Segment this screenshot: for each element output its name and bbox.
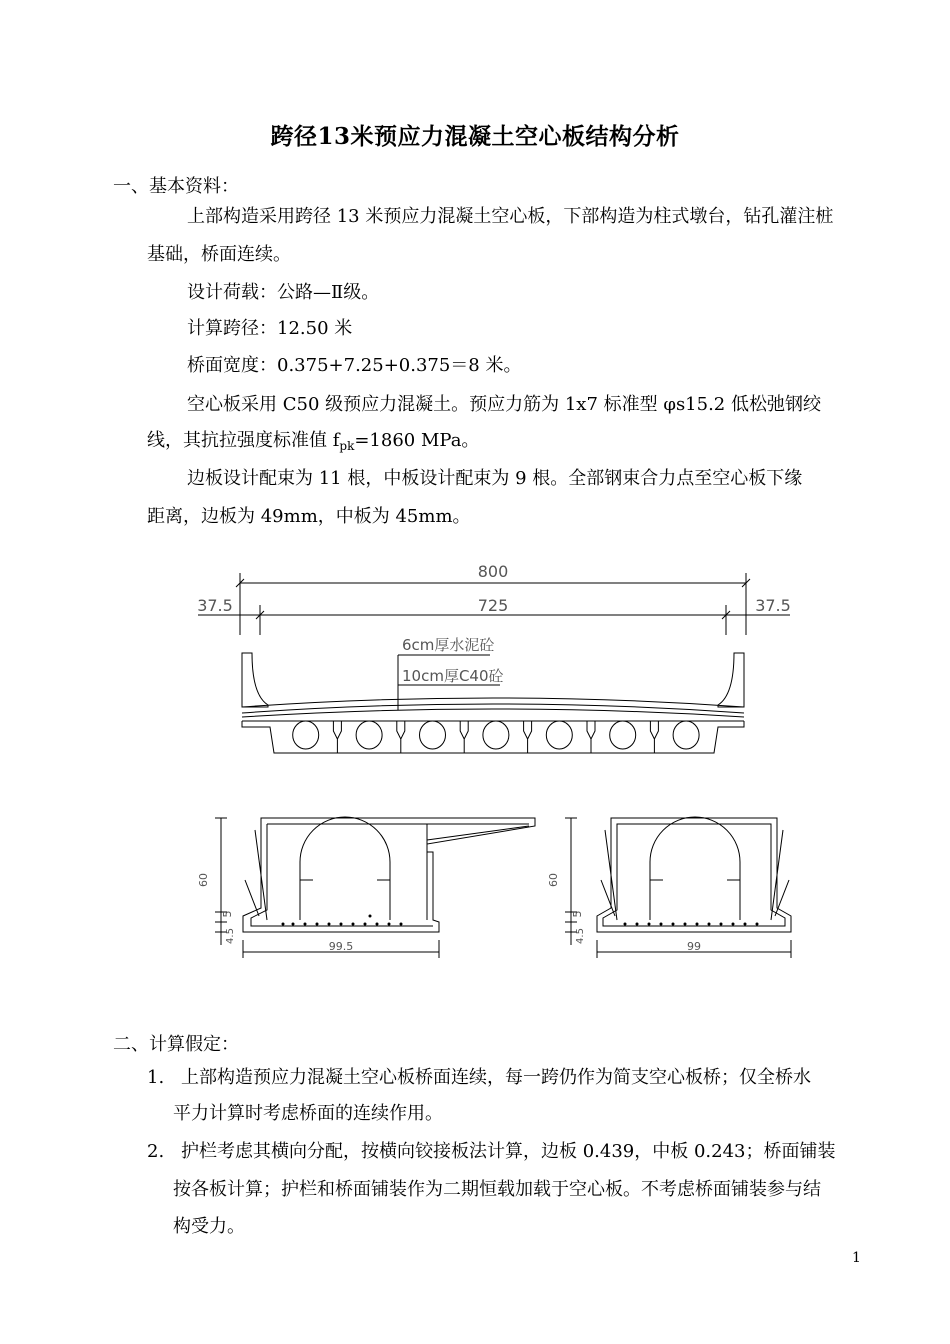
list-item-number: 1. [147, 1067, 165, 1088]
slab-void [483, 721, 509, 749]
paragraph-text: 空心板采用 C50 级预应力混凝土。预应力筋为 1x7 标准型 φs15.2 低松弛钢绞 [187, 394, 821, 415]
dim-small-label: 5 [221, 910, 234, 918]
paragraph-text: 距离，边板为 49mm，中板为 45mm。 [147, 506, 471, 527]
slab-joint [587, 721, 595, 753]
subscript-text: pk [339, 439, 355, 453]
list-item-text: 平力计算时考虑桥面的连续作用。 [173, 1103, 443, 1124]
span-text: 计算跨径：12.50 米 [187, 318, 353, 339]
slab-void [356, 721, 382, 749]
list-item-text: 构受力。 [173, 1216, 245, 1237]
dim-left-label: 37.5 [197, 596, 233, 615]
dim-height-label: 60 [547, 873, 560, 887]
slab-joint [333, 721, 341, 753]
dim-total-label: 800 [477, 562, 509, 581]
slab-joint [524, 721, 532, 753]
design-load-text: 设计荷载：公路—Ⅱ级。 [187, 282, 380, 303]
slab-void [673, 721, 699, 749]
bridge-cross-section-figure [190, 555, 800, 765]
paragraph-text: 边板设计配束为 11 根，中板设计配束为 9 根。全部钢束合力点至空心板下缘 [187, 468, 803, 489]
paragraph-text [147, 432, 479, 455]
list-item-text: 护栏考虑其横向分配，按横向铰接板法计算，边板 0.439，中板 0.243；桥面铺装 [181, 1141, 836, 1162]
dim-mid-label: 725 [477, 596, 509, 615]
dim-bottom-label: 4.5 [225, 928, 236, 944]
slab-void [610, 721, 636, 749]
slab-joint [397, 721, 405, 753]
slab-joint [460, 721, 468, 753]
slab-void [546, 721, 572, 749]
paragraph-text: 基础，桥面连续。 [147, 244, 291, 265]
paragraph-text: =1860 MPa。 [354, 430, 480, 451]
page-number: 1 [852, 1250, 861, 1266]
section1-heading: 一、基本资料： [113, 176, 239, 197]
slab-joint [650, 721, 658, 753]
dim-small-label: 5 [571, 910, 584, 918]
dim-width-label: 99 [687, 940, 701, 953]
edge-slab-section-figure [195, 810, 545, 970]
dim-bottom-label: 4.5 [575, 928, 586, 944]
dim-right-label: 37.5 [755, 596, 791, 615]
paragraph-text: 上部构造采用跨径 13 米预应力混凝土空心板，下部构造为柱式墩台，钻孔灌注桩 [187, 206, 834, 227]
slab-void [420, 721, 446, 749]
middle-slab-section-figure [545, 810, 805, 970]
dim-width-label: 99.5 [328, 940, 354, 953]
section2-heading: 二、计算假定： [113, 1034, 239, 1055]
paragraph-text: 线，其抗拉强度标准值 f [147, 430, 340, 451]
dim-height-label: 60 [197, 873, 210, 887]
list-item-text: 按各板计算；护栏和桥面铺装作为二期恒载加载于空心板。不考虑桥面铺装参与结 [173, 1179, 821, 1200]
page-title: 跨径13米预应力混凝土空心板结构分析 [270, 123, 680, 150]
deck-width-text: 桥面宽度：0.375+7.25+0.375＝8 米。 [187, 355, 522, 376]
hollow-slab-units [293, 721, 699, 753]
list-item-number: 2. [147, 1141, 165, 1162]
layer2-label: 10cm厚C40砼 [402, 667, 504, 685]
layer1-label: 6cm厚水泥砼 [402, 636, 495, 654]
slab-void [293, 721, 319, 749]
list-item-text: 上部构造预应力混凝土空心板桥面连续，每一跨仍作为简支空心板桥；仅全桥水 [181, 1067, 811, 1088]
